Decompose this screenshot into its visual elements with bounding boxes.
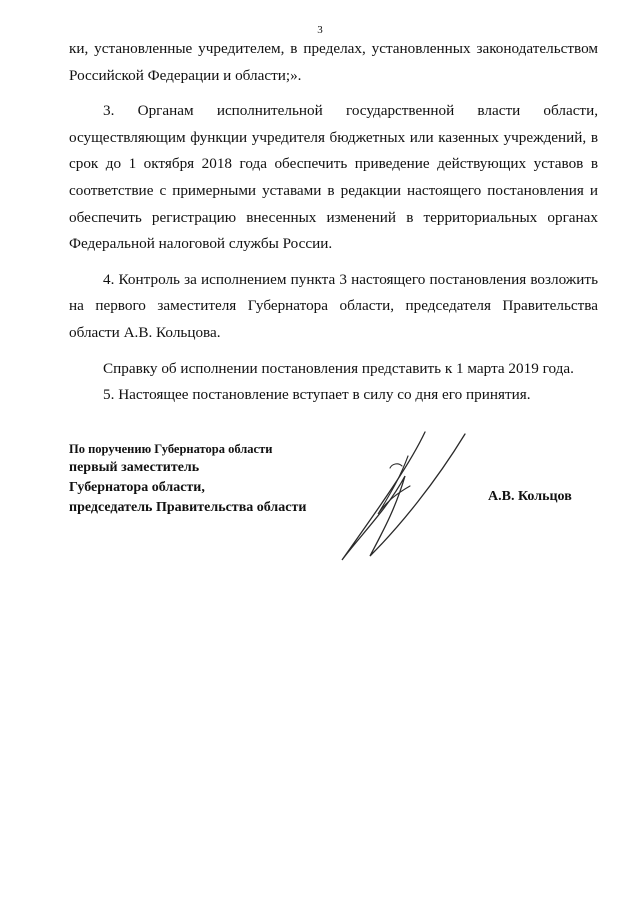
signatory-name: А.В. Кольцов: [488, 489, 572, 504]
signatory-title-line-1: первый заместитель: [69, 460, 200, 475]
signatory-title-line-2: Губернатора области,: [69, 480, 205, 495]
signatory-title-block: [69, 440, 306, 518]
paragraph-item-3: 3. Органам исполнительной государственной власти области, осуществляющим функции учредителя бюджетных или казенных учреждений, в срок до 1 октября 2018 года обеспечить приведение действующих уставов в соответствие с примерными уставами в редакции настоящего постановления и обеспечить регистрацию внесенных изменений в территориальных органах Федеральной налоговой службы России.: [69, 102, 598, 253]
page-number: 3: [317, 24, 323, 36]
authority-note: По поручению Губернатора области: [69, 442, 273, 456]
paragraph-continuation: ки, установленные учредителем, в пределах, установленных законодательством Российской Федерации и области;».: [69, 40, 598, 84]
paragraph-report-deadline: Справку об исполнении постановления представить к 1 марта 2019 года.: [103, 359, 574, 377]
paragraph-item-4: 4. Контроль за исполнением пункта 3 настоящего постановления возложить на первого заместителя Губернатора области, председателя Правительства области А.В. Кольцова.: [69, 270, 598, 341]
handwritten-signature: [330, 428, 480, 568]
paragraph-item-5: 5. Настоящее постановление вступает в силу со дня его принятия.: [103, 386, 531, 404]
document-body: [69, 36, 598, 409]
signatory-title-line-3: председатель Правительства области: [69, 500, 307, 515]
